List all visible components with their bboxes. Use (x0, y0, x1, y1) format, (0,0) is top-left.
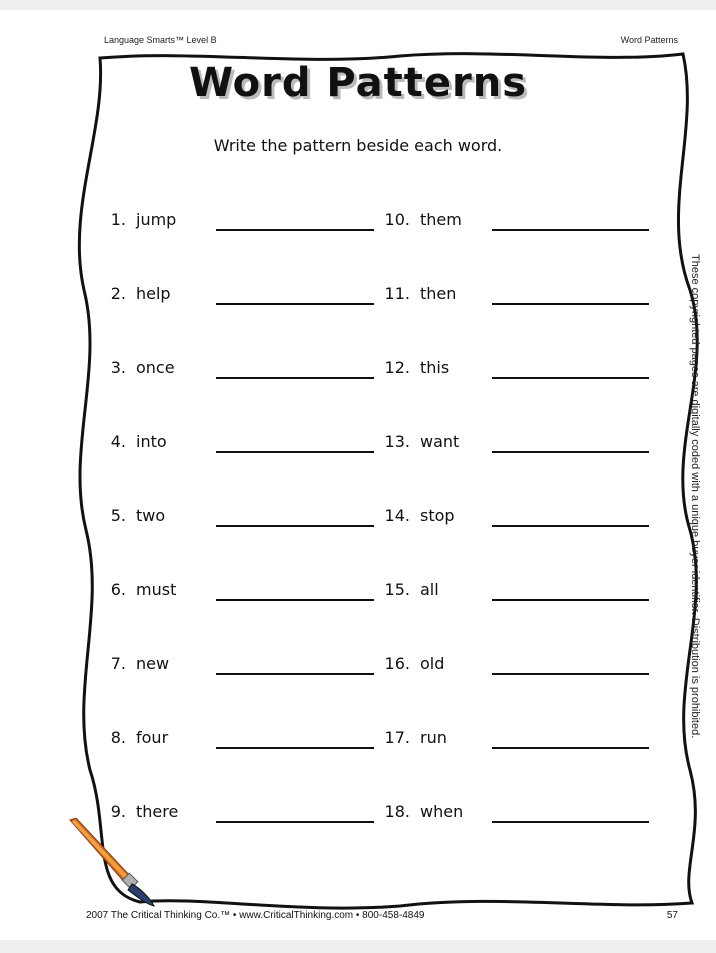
header-series-label: Language Smarts™ Level B (104, 35, 217, 45)
answer-line[interactable] (216, 525, 374, 527)
list-item (94, 432, 167, 452)
answer-line[interactable] (216, 599, 374, 601)
list-item (378, 506, 455, 526)
list-item (378, 802, 463, 822)
item-word: two (136, 506, 166, 525)
answer-line[interactable] (492, 451, 649, 453)
answer-line[interactable] (216, 377, 374, 379)
list-item (94, 284, 171, 304)
item-number: 3. (110, 358, 126, 377)
item-number: 17. (384, 728, 410, 747)
item-word: want (420, 432, 460, 451)
list-item (94, 210, 176, 230)
list-item (94, 506, 165, 526)
item-word: into (136, 432, 167, 451)
item-number: 10. (384, 210, 410, 229)
item-word: run (420, 728, 447, 747)
item-word: jump (136, 210, 177, 229)
answer-line[interactable] (492, 747, 649, 749)
item-word: help (136, 284, 171, 303)
item-number: 8. (110, 728, 126, 747)
worksheet-page (0, 10, 716, 940)
item-word: must (136, 580, 177, 599)
item-word: stop (420, 506, 455, 525)
answer-line[interactable] (492, 303, 649, 305)
answer-line[interactable] (492, 229, 649, 231)
list-item (94, 358, 175, 378)
item-number: 6. (110, 580, 126, 599)
item-number: 16. (384, 654, 410, 673)
answer-line[interactable] (216, 747, 374, 749)
item-number: 15. (384, 580, 410, 599)
list-item (378, 728, 447, 748)
answer-line[interactable] (216, 451, 374, 453)
item-word: when (420, 802, 464, 821)
item-number: 9. (110, 802, 126, 821)
item-number: 13. (384, 432, 410, 451)
item-number: 2. (110, 284, 126, 303)
item-word: this (420, 358, 450, 377)
answer-line[interactable] (492, 673, 649, 675)
item-number: 11. (384, 284, 410, 303)
item-number: 14. (384, 506, 410, 525)
item-number: 7. (110, 654, 126, 673)
answer-line[interactable] (216, 229, 374, 231)
answer-line[interactable] (216, 303, 374, 305)
list-item (378, 580, 439, 600)
answer-line[interactable] (492, 525, 649, 527)
item-word: then (420, 284, 457, 303)
item-word: four (136, 728, 169, 747)
item-number: 12. (384, 358, 410, 377)
item-number: 5. (110, 506, 126, 525)
list-item (378, 654, 444, 674)
page-number: 57 (666, 910, 678, 921)
item-word: there (136, 802, 179, 821)
instructions: Write the pattern beside each word. (213, 136, 503, 155)
item-word: all (420, 580, 439, 599)
footer-publisher-info: 2007 The Critical Thinking Co.™ • www.CriticalThinking.com • 800-458-4849 (86, 910, 425, 921)
copyright-side-note: These copyrighted pages are digitally coded with a unique buyer identifier. Distribution is prohibited. (689, 254, 701, 739)
page-title-text: Word Patterns (188, 60, 528, 106)
answer-line[interactable] (492, 599, 649, 601)
answer-line[interactable] (492, 377, 649, 379)
list-item (94, 728, 168, 748)
paintbrush-icon (62, 818, 162, 908)
list-item (378, 432, 459, 452)
list-item (378, 358, 449, 378)
answer-line[interactable] (216, 821, 374, 823)
answer-line[interactable] (492, 821, 649, 823)
list-item (94, 654, 169, 674)
item-word: once (136, 358, 175, 377)
page-title (0, 60, 716, 106)
item-word: old (420, 654, 445, 673)
item-word: new (136, 654, 170, 673)
answer-line[interactable] (216, 673, 374, 675)
list-item (94, 580, 176, 600)
item-number: 18. (384, 802, 410, 821)
list-item (378, 210, 462, 230)
item-number: 4. (110, 432, 126, 451)
header-topic-label: Word Patterns (620, 35, 678, 45)
item-number: 1. (110, 210, 126, 229)
item-word: them (420, 210, 462, 229)
list-item (378, 284, 456, 304)
